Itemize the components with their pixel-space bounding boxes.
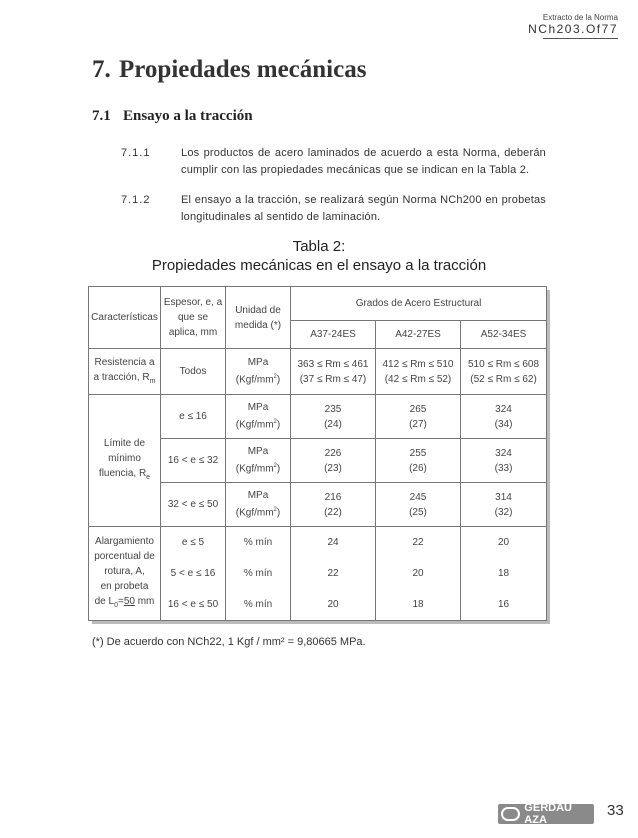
subsection-title: Ensayo a la tracción	[123, 108, 253, 124]
cell-value: 324 (34)	[461, 395, 547, 439]
cell-value: 226 (23)	[291, 439, 376, 483]
subsection-heading	[92, 108, 253, 125]
row-label-alargamiento: Alargamiento porcentual de rotura, A, en probeta de $L_0=50$ mm	[89, 527, 161, 621]
table-footnote: (*) De acuerdo con NCh22, 1 Kgf / mm² = 9,80665 MPa.	[92, 636, 366, 648]
cell-value: 24 22 20	[291, 527, 376, 621]
section-heading	[92, 56, 366, 84]
section-title: Propiedades mecánicas	[119, 56, 367, 83]
page-number: 33	[607, 802, 624, 819]
cell-espesor: 16 < e ≤ 32	[161, 439, 226, 483]
cell-value: 22 20 18	[376, 527, 461, 621]
cell-value: 412 ≤ Rm ≤ 510 (42 ≤ Rm ≤ 52)	[376, 349, 461, 395]
norm-code: NCh203.Of77	[528, 22, 618, 36]
header-grade: A42-27ES	[376, 321, 461, 349]
paragraph-number: 7.1.2	[121, 194, 151, 206]
cell-value: 20 18 16	[461, 527, 547, 621]
cell-value: 265 (27)	[376, 395, 461, 439]
cell-unidad: MPa $(Kgf/mm^2)$	[226, 483, 291, 527]
header-label: Extracto de la Norma	[542, 13, 618, 22]
cell-unidad: MPa $(Kgf/mm^2)$	[226, 349, 291, 395]
header-grade: A52-34ES	[461, 321, 547, 349]
cell-value: 363 ≤ Rm ≤ 461 (37 ≤ Rm ≤ 47)	[291, 349, 376, 395]
cell-value: 324 (33)	[461, 439, 547, 483]
cell-unidad: MPa $(Kgf/mm^2)$	[226, 395, 291, 439]
cell-espesor: Todos	[161, 349, 226, 395]
header-caracteristicas: Características	[89, 287, 161, 349]
paragraph-number: 7.1.1	[121, 147, 151, 159]
table-header-row	[89, 287, 547, 321]
cell-espesor: 32 < e ≤ 50	[161, 483, 226, 527]
mechanical-properties-table	[88, 286, 547, 621]
header-divider	[543, 38, 618, 39]
header-unidad: Unidad de medida (*)	[226, 287, 291, 349]
header-espesor: Espesor, e, a que se aplica, mm	[161, 287, 226, 349]
logo-text: GERDAU AZA	[524, 802, 572, 826]
cell-espesor: e ≤ 5 5 < e ≤ 16 16 < e ≤ 50	[161, 527, 226, 621]
row-label-resistencia: Resistencia a a tracción, $R_m$	[89, 349, 161, 395]
table-row	[89, 527, 547, 621]
paragraph-text: El ensayo a la tracción, se realizará según Norma NCh200 en probetas longitudinales al sentido de laminación.	[181, 194, 546, 223]
section-number: 7.	[92, 56, 111, 83]
header-grade: A37-24ES	[291, 321, 376, 349]
row-label-fluencia: Límite de mínimo fluencia, $R_e$	[89, 395, 161, 527]
table-caption-title: Propiedades mecánicas en el ensayo a la tracción	[151, 257, 487, 274]
table-row	[89, 349, 547, 395]
table-caption-label: Tabla 2:	[292, 238, 346, 255]
cell-value: 216 (22)	[291, 483, 376, 527]
gerdau-logo-icon	[501, 807, 520, 821]
cell-unidad: MPa $(Kgf/mm^2)$	[226, 439, 291, 483]
cell-unidad: % mín % mín % mín	[226, 527, 291, 621]
table-row	[89, 395, 547, 439]
cell-value: 235 (24)	[291, 395, 376, 439]
cell-value: 314 (32)	[461, 483, 547, 527]
cell-value: 245 (25)	[376, 483, 461, 527]
cell-value: 255 (26)	[376, 439, 461, 483]
paragraph-text: Los productos de acero laminados de acuerdo a esta Norma, deberán cumplir con las propiedades mecánicas que se indican en la Tabla 2.	[181, 147, 546, 176]
subsection-number: 7.1	[92, 108, 111, 124]
cell-value: 510 ≤ Rm ≤ 608 (52 ≤ Rm ≤ 62)	[461, 349, 547, 395]
cell-espesor: e ≤ 16	[161, 395, 226, 439]
header-grados: Grados de Acero Estructural	[291, 287, 547, 321]
gerdau-aza-logo	[498, 804, 594, 824]
